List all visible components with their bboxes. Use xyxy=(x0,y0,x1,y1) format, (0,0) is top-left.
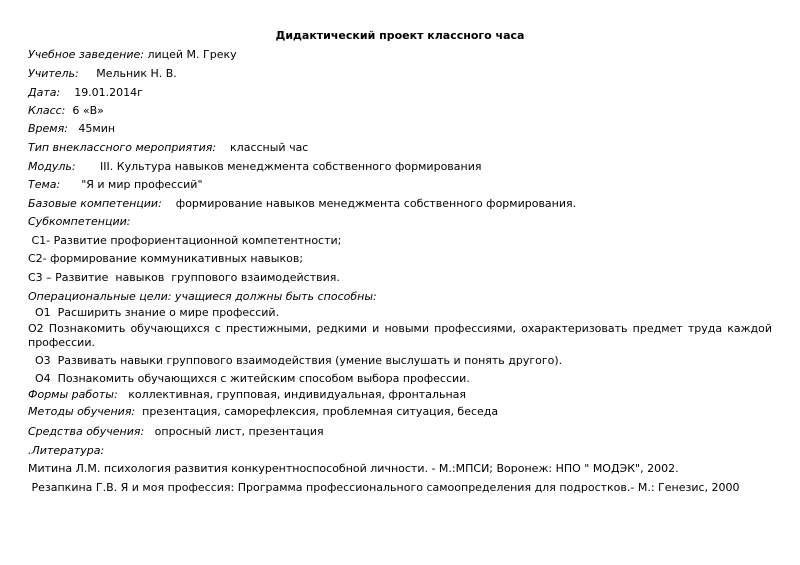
event-type-value: классный час xyxy=(216,141,309,154)
time-label: Время: xyxy=(28,122,68,135)
work-forms-label: Формы работы: xyxy=(28,388,118,401)
goal-item: О2 Познакомить обучающихся с престижными, редкими и новыми профессиями, охарактеризовать предмет труда каждой профессии. xyxy=(28,322,772,349)
base-competences-label: Базовые компетенции: xyxy=(28,197,162,210)
teacher-line xyxy=(28,67,177,81)
means-line xyxy=(28,425,324,439)
subcompetences-label: Субкомпетенции: xyxy=(28,215,131,228)
base-competences-line xyxy=(28,197,576,211)
methods-label: Методы обучения: xyxy=(28,405,136,418)
class-label: Класс: xyxy=(28,104,66,117)
date-value: 19.01.2014г xyxy=(60,86,143,99)
methods-value: презентация, саморефлексия, проблемная ситуация, беседа xyxy=(135,405,499,418)
theme-line xyxy=(28,178,203,192)
time-line xyxy=(28,122,115,136)
module-line xyxy=(28,160,481,174)
document-title: Дидактический проект классного часа xyxy=(275,29,525,42)
module-value: III. Культура навыков менеджмента собственного формирования xyxy=(75,160,482,173)
school-label: Учебное заведение: xyxy=(28,48,144,61)
school-value: лицей М. Греку xyxy=(143,48,237,61)
subcompetence-item: С2- формирование коммуникативных навыков; xyxy=(28,252,304,265)
theme-label: Тема: xyxy=(28,178,61,191)
subcompetence-item: С1- Развитие профориентационной компетентности; xyxy=(28,234,342,247)
goal-item: О4 Познакомить обучающихся с житейским способом выбора профессии. xyxy=(28,372,470,385)
theme-value: "Я и мир профессий" xyxy=(60,178,203,191)
time-value: 45мин xyxy=(67,122,116,135)
means-label: Средства обучения: xyxy=(28,425,145,438)
teacher-label: Учитель: xyxy=(28,67,79,80)
teacher-value: Мельник Н. В. xyxy=(78,67,177,80)
date-label: Дата: xyxy=(28,86,61,99)
operational-goals-label: Операциональные цели: учащиеся должны быть способны: xyxy=(28,290,377,303)
work-forms-line xyxy=(28,388,466,402)
goal-item: О1 Расширить знание о мире профессий. xyxy=(28,306,280,319)
subcompetence-item: С3 – Развитие навыков группового взаимодействия. xyxy=(28,271,340,284)
class-line xyxy=(28,104,104,118)
base-competences-value: формирование навыков менеджмента собственного формирования. xyxy=(161,197,577,210)
event-type-label: Тип внеклассного мероприятия: xyxy=(28,141,217,154)
date-line xyxy=(28,86,143,100)
module-label: Модуль: xyxy=(28,160,76,173)
work-forms-value: коллективная, групповая, индивидуальная, фронтальная xyxy=(117,388,467,401)
methods-line xyxy=(28,405,498,419)
class-value: 6 «В» xyxy=(65,104,104,117)
literature-label: .Литература: xyxy=(28,444,105,457)
means-value: опросный лист, презентация xyxy=(144,425,324,438)
literature-item: Резапкина Г.В. Я и моя профессия: Программа профессионального самоопределения для подростков.- М.: Генезис, 2000 xyxy=(28,481,740,494)
goal-item: О3 Развивать навыки группового взаимодействия (умение выслушать и понять другого). xyxy=(28,354,563,367)
school-line xyxy=(28,48,237,62)
literature-item: Митина Л.М. психология развития конкурентноспособной личности. - М.:МПСИ; Воронеж: НПО " МОДЭК", 2002. xyxy=(28,462,679,475)
event-type-line xyxy=(28,141,308,155)
